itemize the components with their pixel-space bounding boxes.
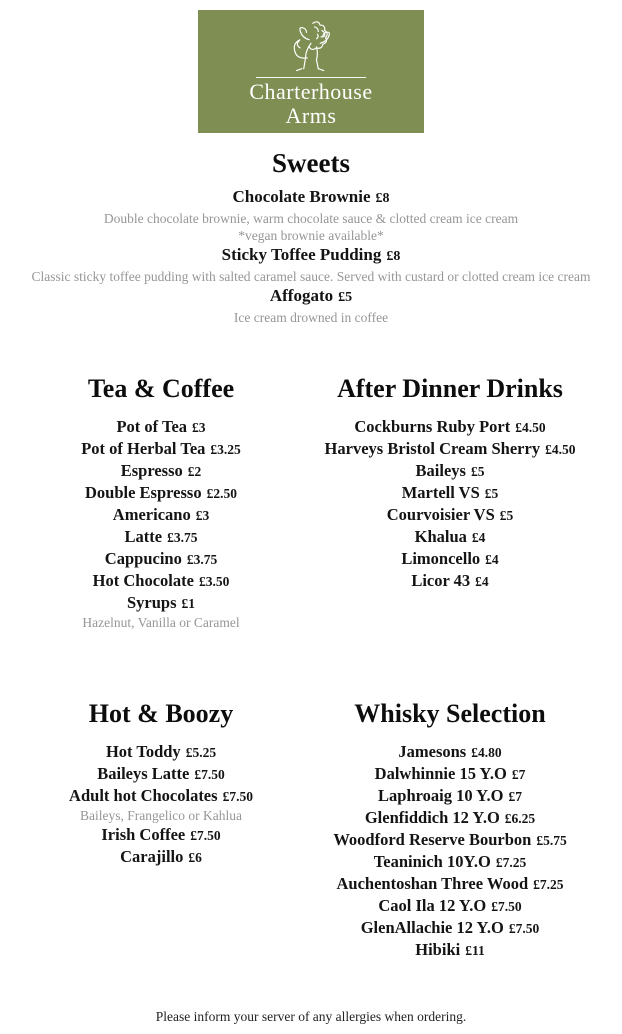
item-price: £7.50 — [190, 828, 221, 843]
menu-item — [322, 482, 578, 504]
menu-item — [0, 763, 322, 785]
item-name: Courvoisier VS — [386, 505, 495, 524]
item-name: Carajillo — [120, 847, 184, 866]
item-name: GlenAllachie 12 Y.O — [360, 918, 504, 937]
item-price: £5.25 — [185, 745, 217, 760]
item-name: Adult hot Chocolates — [69, 786, 218, 805]
logo-title-line1: Charterhouse — [249, 79, 373, 104]
item-price: £3.75 — [167, 530, 198, 545]
item-name: Affogato — [269, 286, 334, 305]
menu-item — [0, 592, 322, 614]
allergies-notice: Please inform your server of any allergies when ordering. — [155, 1009, 467, 1024]
section-title: Tea & Coffee — [87, 374, 235, 403]
item-price: £3.25 — [210, 442, 241, 457]
item-price: £7.25 — [495, 855, 527, 870]
item-name: Hot Chocolate — [92, 571, 194, 590]
menu-item — [322, 416, 578, 438]
menu-item — [322, 763, 578, 785]
menu-item — [322, 785, 578, 807]
item-name: Americano — [112, 505, 191, 524]
item-price: £7 — [511, 767, 526, 782]
item-price: £7.50 — [194, 767, 225, 782]
item-name: Double Espresso — [85, 483, 202, 502]
item-price: £5 — [499, 508, 514, 523]
menu-item — [0, 416, 322, 438]
item-name: Irish Coffee — [101, 825, 186, 844]
menu-item — [0, 438, 322, 460]
item-price: £5 — [470, 464, 485, 479]
item-name: Pot of Herbal Tea — [81, 439, 206, 458]
item-name: Cockburns Ruby Port — [354, 417, 511, 436]
item-name: Baileys — [415, 461, 466, 480]
menu-item — [322, 807, 578, 829]
section-title: Hot & Boozy — [88, 699, 234, 728]
item-name: Teaninich 10Y.O — [373, 852, 491, 871]
item-description: Ice cream drowned in coffee — [233, 310, 389, 325]
menu-page — [0, 10, 622, 1034]
section-title: Whisky Selection — [354, 699, 546, 728]
menu-item — [0, 824, 322, 846]
menu-item — [0, 244, 622, 268]
menu-item — [322, 829, 578, 851]
item-price: £4 — [471, 530, 486, 545]
item-description: Baileys, Frangelico or Kahlua — [80, 808, 242, 823]
item-price: £3.75 — [186, 552, 218, 567]
menu-item — [322, 939, 578, 961]
menu-item — [0, 570, 322, 592]
item-name: Caol Ila 12 Y.O — [378, 896, 487, 915]
menu-item — [322, 438, 578, 460]
menu-item — [322, 851, 578, 873]
item-name: Limoncello — [401, 549, 481, 568]
item-description: *vegan brownie available* — [238, 228, 384, 243]
item-price: £4 — [475, 574, 489, 589]
item-name: Khalua — [414, 527, 467, 546]
menu-item — [0, 460, 322, 482]
item-price: £5.75 — [536, 833, 567, 848]
section-hot-and-boozy — [0, 697, 322, 868]
menu-item — [0, 548, 322, 570]
menu-item — [322, 917, 578, 939]
item-name: Hot Toddy — [105, 742, 181, 761]
section-whisky-selection — [322, 697, 578, 961]
item-name: Pot of Tea — [116, 417, 188, 436]
section-tea-and-coffee — [0, 372, 322, 631]
item-name: Licor 43 — [411, 571, 471, 590]
item-name: Laphroaig 10 Y.O — [378, 786, 504, 805]
item-name: Dalwhinnie 15 Y.O — [374, 764, 507, 783]
menu-item — [0, 482, 322, 504]
menu-item — [322, 570, 578, 592]
logo-divider — [256, 77, 366, 78]
logo — [198, 10, 424, 133]
menu-item — [0, 741, 322, 763]
item-name: Baileys Latte — [97, 764, 190, 783]
menu-item — [0, 785, 322, 807]
menu-item — [0, 285, 622, 309]
sweets-section-title: Sweets — [272, 148, 350, 178]
menu-item — [322, 460, 578, 482]
item-name: Glenfiddich 12 Y.O — [364, 808, 500, 827]
menu-item — [322, 895, 578, 917]
item-price: £4.50 — [515, 420, 546, 435]
item-name: Martell VS — [401, 483, 480, 502]
logo-title-line2: Arms — [285, 103, 337, 128]
menu-item — [0, 186, 622, 210]
item-price: £7 — [508, 789, 522, 804]
item-price: £7.50 — [508, 921, 540, 936]
item-name: Latte — [124, 527, 163, 546]
item-name: Espresso — [120, 461, 183, 480]
item-description: Classic sticky toffee pudding with salted caramel sauce. Served with custard or clotted cream ice cream — [31, 269, 591, 284]
item-price: £3 — [192, 420, 206, 435]
menu-columns-row-2 — [0, 697, 622, 961]
item-price: £2 — [187, 464, 202, 479]
section-after-dinner-drinks — [322, 372, 578, 592]
menu-item — [0, 504, 322, 526]
item-price: £4.80 — [471, 745, 502, 760]
item-price: £11 — [465, 943, 485, 958]
menu-item — [322, 526, 578, 548]
item-price: £5 — [484, 486, 499, 501]
item-price: £6 — [188, 850, 202, 865]
item-name: Jamesons — [398, 742, 467, 761]
item-name: Sticky Toffee Pudding — [221, 245, 382, 264]
section-title: After Dinner Drinks — [337, 374, 563, 403]
item-name: Cappucino — [104, 549, 182, 568]
item-price: £6.25 — [504, 811, 536, 826]
item-price: £8 — [375, 191, 390, 206]
sweets-list — [0, 186, 622, 326]
menu-columns-row-1 — [0, 372, 622, 631]
item-price: £1 — [181, 596, 196, 611]
menu-item — [322, 741, 578, 763]
item-name: Harveys Bristol Cream Sherry — [324, 439, 541, 458]
item-name: Auchentoshan Three Wood — [336, 874, 529, 893]
item-price: £3.50 — [198, 574, 230, 589]
item-price: £2.50 — [206, 486, 237, 501]
item-price: £8 — [386, 249, 401, 264]
item-name: Woodford Reserve Bourbon — [333, 830, 532, 849]
item-price: £7.50 — [491, 899, 522, 914]
item-price: £5 — [338, 290, 353, 305]
item-name: Syrups — [126, 593, 177, 612]
item-description: Hazelnut, Vanilla or Caramel — [82, 615, 240, 630]
item-price: £7.50 — [222, 789, 253, 804]
item-name: Chocolate Brownie — [232, 187, 371, 206]
menu-item — [0, 526, 322, 548]
item-description: Double chocolate brownie, warm chocolate sauce & clotted cream ice cream — [103, 211, 519, 226]
item-price: £4 — [485, 552, 499, 567]
menu-item — [322, 548, 578, 570]
menu-item — [0, 846, 322, 868]
item-price: £3 — [195, 508, 210, 523]
lion-rampant-icon — [272, 16, 350, 76]
item-name: Hibiki — [415, 940, 461, 959]
item-price: £4.50 — [545, 442, 576, 457]
item-price: £7.25 — [533, 877, 564, 892]
menu-item — [322, 504, 578, 526]
menu-item — [322, 873, 578, 895]
